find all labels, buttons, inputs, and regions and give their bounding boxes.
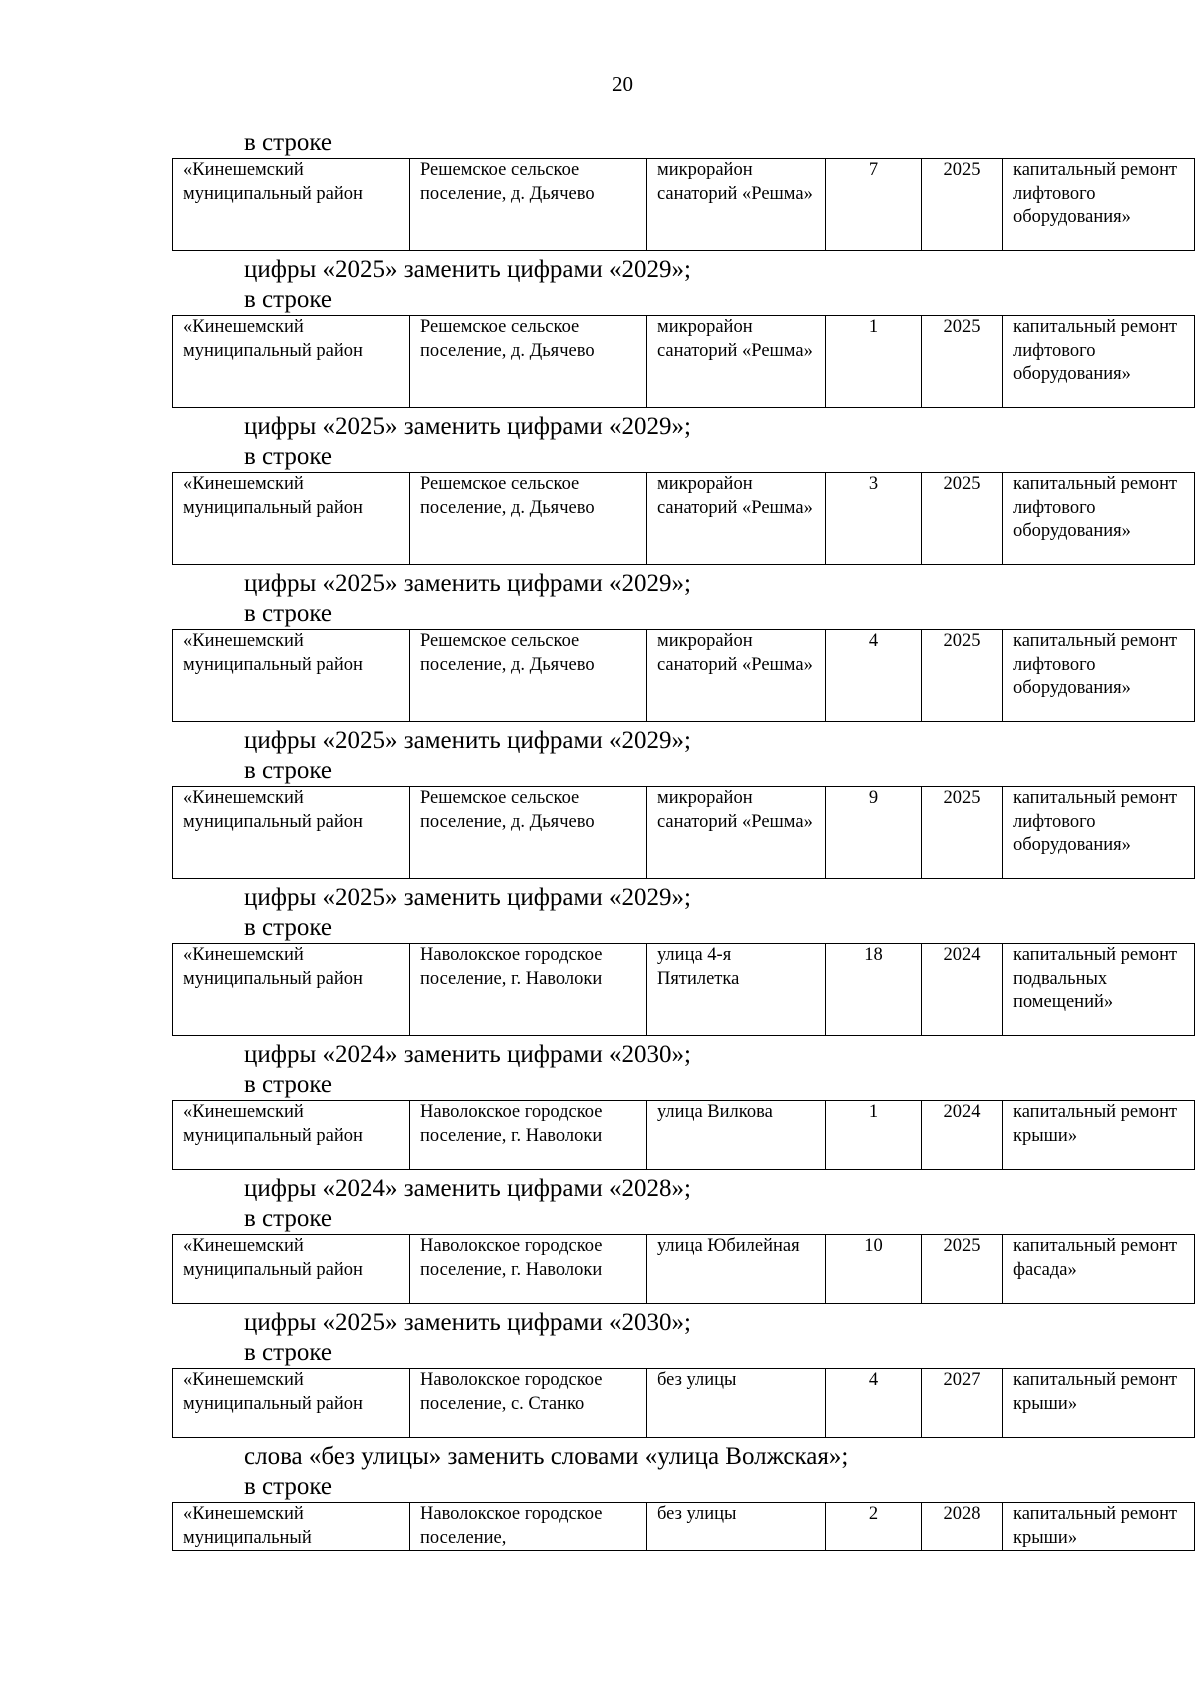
- work-type-cell: капитальный ремонт подвальных помещений»: [1003, 944, 1195, 1036]
- year-cell: 2024: [922, 944, 1003, 1036]
- district-cell: «Кинешемский муниципальный район: [173, 944, 410, 1036]
- district-cell: «Кинешемский муниципальный район: [173, 1101, 410, 1170]
- register-table: [172, 786, 1195, 879]
- register-table: [172, 1368, 1195, 1438]
- year-cell: 2027: [922, 1369, 1003, 1438]
- row-intro: в строке: [244, 757, 333, 784]
- district-cell: «Кинешемский муниципальный район: [173, 1369, 410, 1438]
- house-number-cell: 3: [826, 473, 922, 565]
- work-type-cell: капитальный ремонт лифтового оборудования»: [1003, 787, 1195, 879]
- amendment-block: [172, 1204, 1178, 1338]
- table-row: [173, 944, 1195, 1036]
- row-intro: в строке: [244, 1339, 333, 1366]
- replacement-instruction: цифры «2025» заменить цифрами «2029»;: [244, 884, 691, 911]
- amendment-block: [172, 1338, 1178, 1472]
- street-cell: микрорайон санаторий «Решма»: [647, 316, 826, 408]
- street-cell: улица Юбилейная: [647, 1235, 826, 1304]
- amendment-block: [172, 599, 1178, 756]
- replacement-instruction: цифры «2025» заменить цифрами «2029»;: [244, 570, 691, 597]
- register-table: [172, 158, 1195, 251]
- year-cell: 2025: [922, 316, 1003, 408]
- street-cell: без улицы: [647, 1503, 826, 1551]
- settlement-cell: Наволокское городское поселение, с. Станко: [410, 1369, 647, 1438]
- district-cell: «Кинешемский муниципальный район: [173, 630, 410, 722]
- table-row: [173, 1503, 1195, 1551]
- house-number-cell: 4: [826, 1369, 922, 1438]
- row-intro: в строке: [244, 443, 333, 470]
- replacement-instruction: цифры «2025» заменить цифрами «2029»;: [244, 727, 691, 754]
- street-cell: микрорайон санаторий «Решма»: [647, 159, 826, 251]
- register-table: [172, 315, 1195, 408]
- amendment-block: [172, 1472, 1178, 1551]
- year-cell: 2028: [922, 1503, 1003, 1551]
- register-table: [172, 1234, 1195, 1304]
- amendment-block: [172, 128, 1178, 285]
- district-cell: «Кинешемский муниципальный район: [173, 473, 410, 565]
- year-cell: 2025: [922, 787, 1003, 879]
- work-type-cell: капитальный ремонт лифтового оборудования»: [1003, 159, 1195, 251]
- house-number-cell: 7: [826, 159, 922, 251]
- register-table: [172, 472, 1195, 565]
- settlement-cell: Решемское сельское поселение, д. Дьячево: [410, 473, 647, 565]
- register-table: [172, 629, 1195, 722]
- replacement-instruction: слова «без улицы» заменить словами «улица Волжская»;: [244, 1443, 849, 1470]
- house-number-cell: 1: [826, 1101, 922, 1170]
- house-number-cell: 1: [826, 316, 922, 408]
- replacement-instruction: цифры «2024» заменить цифрами «2028»;: [244, 1175, 691, 1202]
- work-type-cell: капитальный ремонт крыши»: [1003, 1101, 1195, 1170]
- street-cell: без улицы: [647, 1369, 826, 1438]
- replacement-instruction: цифры «2024» заменить цифрами «2030»;: [244, 1041, 691, 1068]
- settlement-cell: Решемское сельское поселение, д. Дьячево: [410, 316, 647, 408]
- street-cell: улица Вилкова: [647, 1101, 826, 1170]
- settlement-cell: Решемское сельское поселение, д. Дьячево: [410, 787, 647, 879]
- year-cell: 2024: [922, 1101, 1003, 1170]
- work-type-cell: капитальный ремонт крыши»: [1003, 1503, 1195, 1551]
- settlement-cell: Наволокское городское поселение, г. Наволоки: [410, 1235, 647, 1304]
- table-row: [173, 159, 1195, 251]
- row-intro: в строке: [244, 286, 333, 313]
- settlement-cell: Решемское сельское поселение, д. Дьячево: [410, 630, 647, 722]
- district-cell: «Кинешемский муниципальный: [173, 1503, 410, 1551]
- row-intro: в строке: [244, 1473, 333, 1500]
- table-row: [173, 1369, 1195, 1438]
- work-type-cell: капитальный ремонт лифтового оборудования»: [1003, 316, 1195, 408]
- house-number-cell: 10: [826, 1235, 922, 1304]
- street-cell: микрорайон санаторий «Решма»: [647, 473, 826, 565]
- table-row: [173, 316, 1195, 408]
- settlement-cell: Наволокское городское поселение, г. Наволоки: [410, 1101, 647, 1170]
- street-cell: улица 4-я Пятилетка: [647, 944, 826, 1036]
- district-cell: «Кинешемский муниципальный район: [173, 1235, 410, 1304]
- house-number-cell: 18: [826, 944, 922, 1036]
- replacement-instruction: цифры «2025» заменить цифрами «2029»;: [244, 256, 691, 283]
- street-cell: микрорайон санаторий «Решма»: [647, 630, 826, 722]
- house-number-cell: 4: [826, 630, 922, 722]
- house-number-cell: 9: [826, 787, 922, 879]
- year-cell: 2025: [922, 630, 1003, 722]
- row-intro: в строке: [244, 914, 333, 941]
- house-number-cell: 2: [826, 1503, 922, 1551]
- page-number: 20: [612, 72, 633, 96]
- work-type-cell: капитальный ремонт фасада»: [1003, 1235, 1195, 1304]
- year-cell: 2025: [922, 473, 1003, 565]
- settlement-cell: Наволокское городское поселение,: [410, 1503, 647, 1551]
- replacement-instruction: цифры «2025» заменить цифрами «2029»;: [244, 413, 691, 440]
- amendment-block: [172, 913, 1178, 1070]
- work-type-cell: капитальный ремонт лифтового оборудования»: [1003, 630, 1195, 722]
- year-cell: 2025: [922, 1235, 1003, 1304]
- table-row: [173, 1101, 1195, 1170]
- district-cell: «Кинешемский муниципальный район: [173, 787, 410, 879]
- settlement-cell: Наволокское городское поселение, г. Наволоки: [410, 944, 647, 1036]
- document-body: [172, 128, 1178, 1551]
- row-intro: в строке: [244, 600, 333, 627]
- settlement-cell: Решемское сельское поселение, д. Дьячево: [410, 159, 647, 251]
- register-table: [172, 1502, 1195, 1551]
- register-table: [172, 1100, 1195, 1170]
- district-cell: «Кинешемский муниципальный район: [173, 159, 410, 251]
- district-cell: «Кинешемский муниципальный район: [173, 316, 410, 408]
- register-table: [172, 943, 1195, 1036]
- amendment-block: [172, 1070, 1178, 1204]
- amendment-block: [172, 285, 1178, 442]
- amendment-block: [172, 756, 1178, 913]
- table-row: [173, 787, 1195, 879]
- row-intro: в строке: [244, 1071, 333, 1098]
- replacement-instruction: цифры «2025» заменить цифрами «2030»;: [244, 1309, 691, 1336]
- year-cell: 2025: [922, 159, 1003, 251]
- work-type-cell: капитальный ремонт крыши»: [1003, 1369, 1195, 1438]
- row-intro: в строке: [244, 1205, 333, 1232]
- table-row: [173, 473, 1195, 565]
- street-cell: микрорайон санаторий «Решма»: [647, 787, 826, 879]
- row-intro: в строке: [244, 129, 333, 156]
- table-row: [173, 1235, 1195, 1304]
- table-row: [173, 630, 1195, 722]
- amendment-block: [172, 442, 1178, 599]
- work-type-cell: капитальный ремонт лифтового оборудования»: [1003, 473, 1195, 565]
